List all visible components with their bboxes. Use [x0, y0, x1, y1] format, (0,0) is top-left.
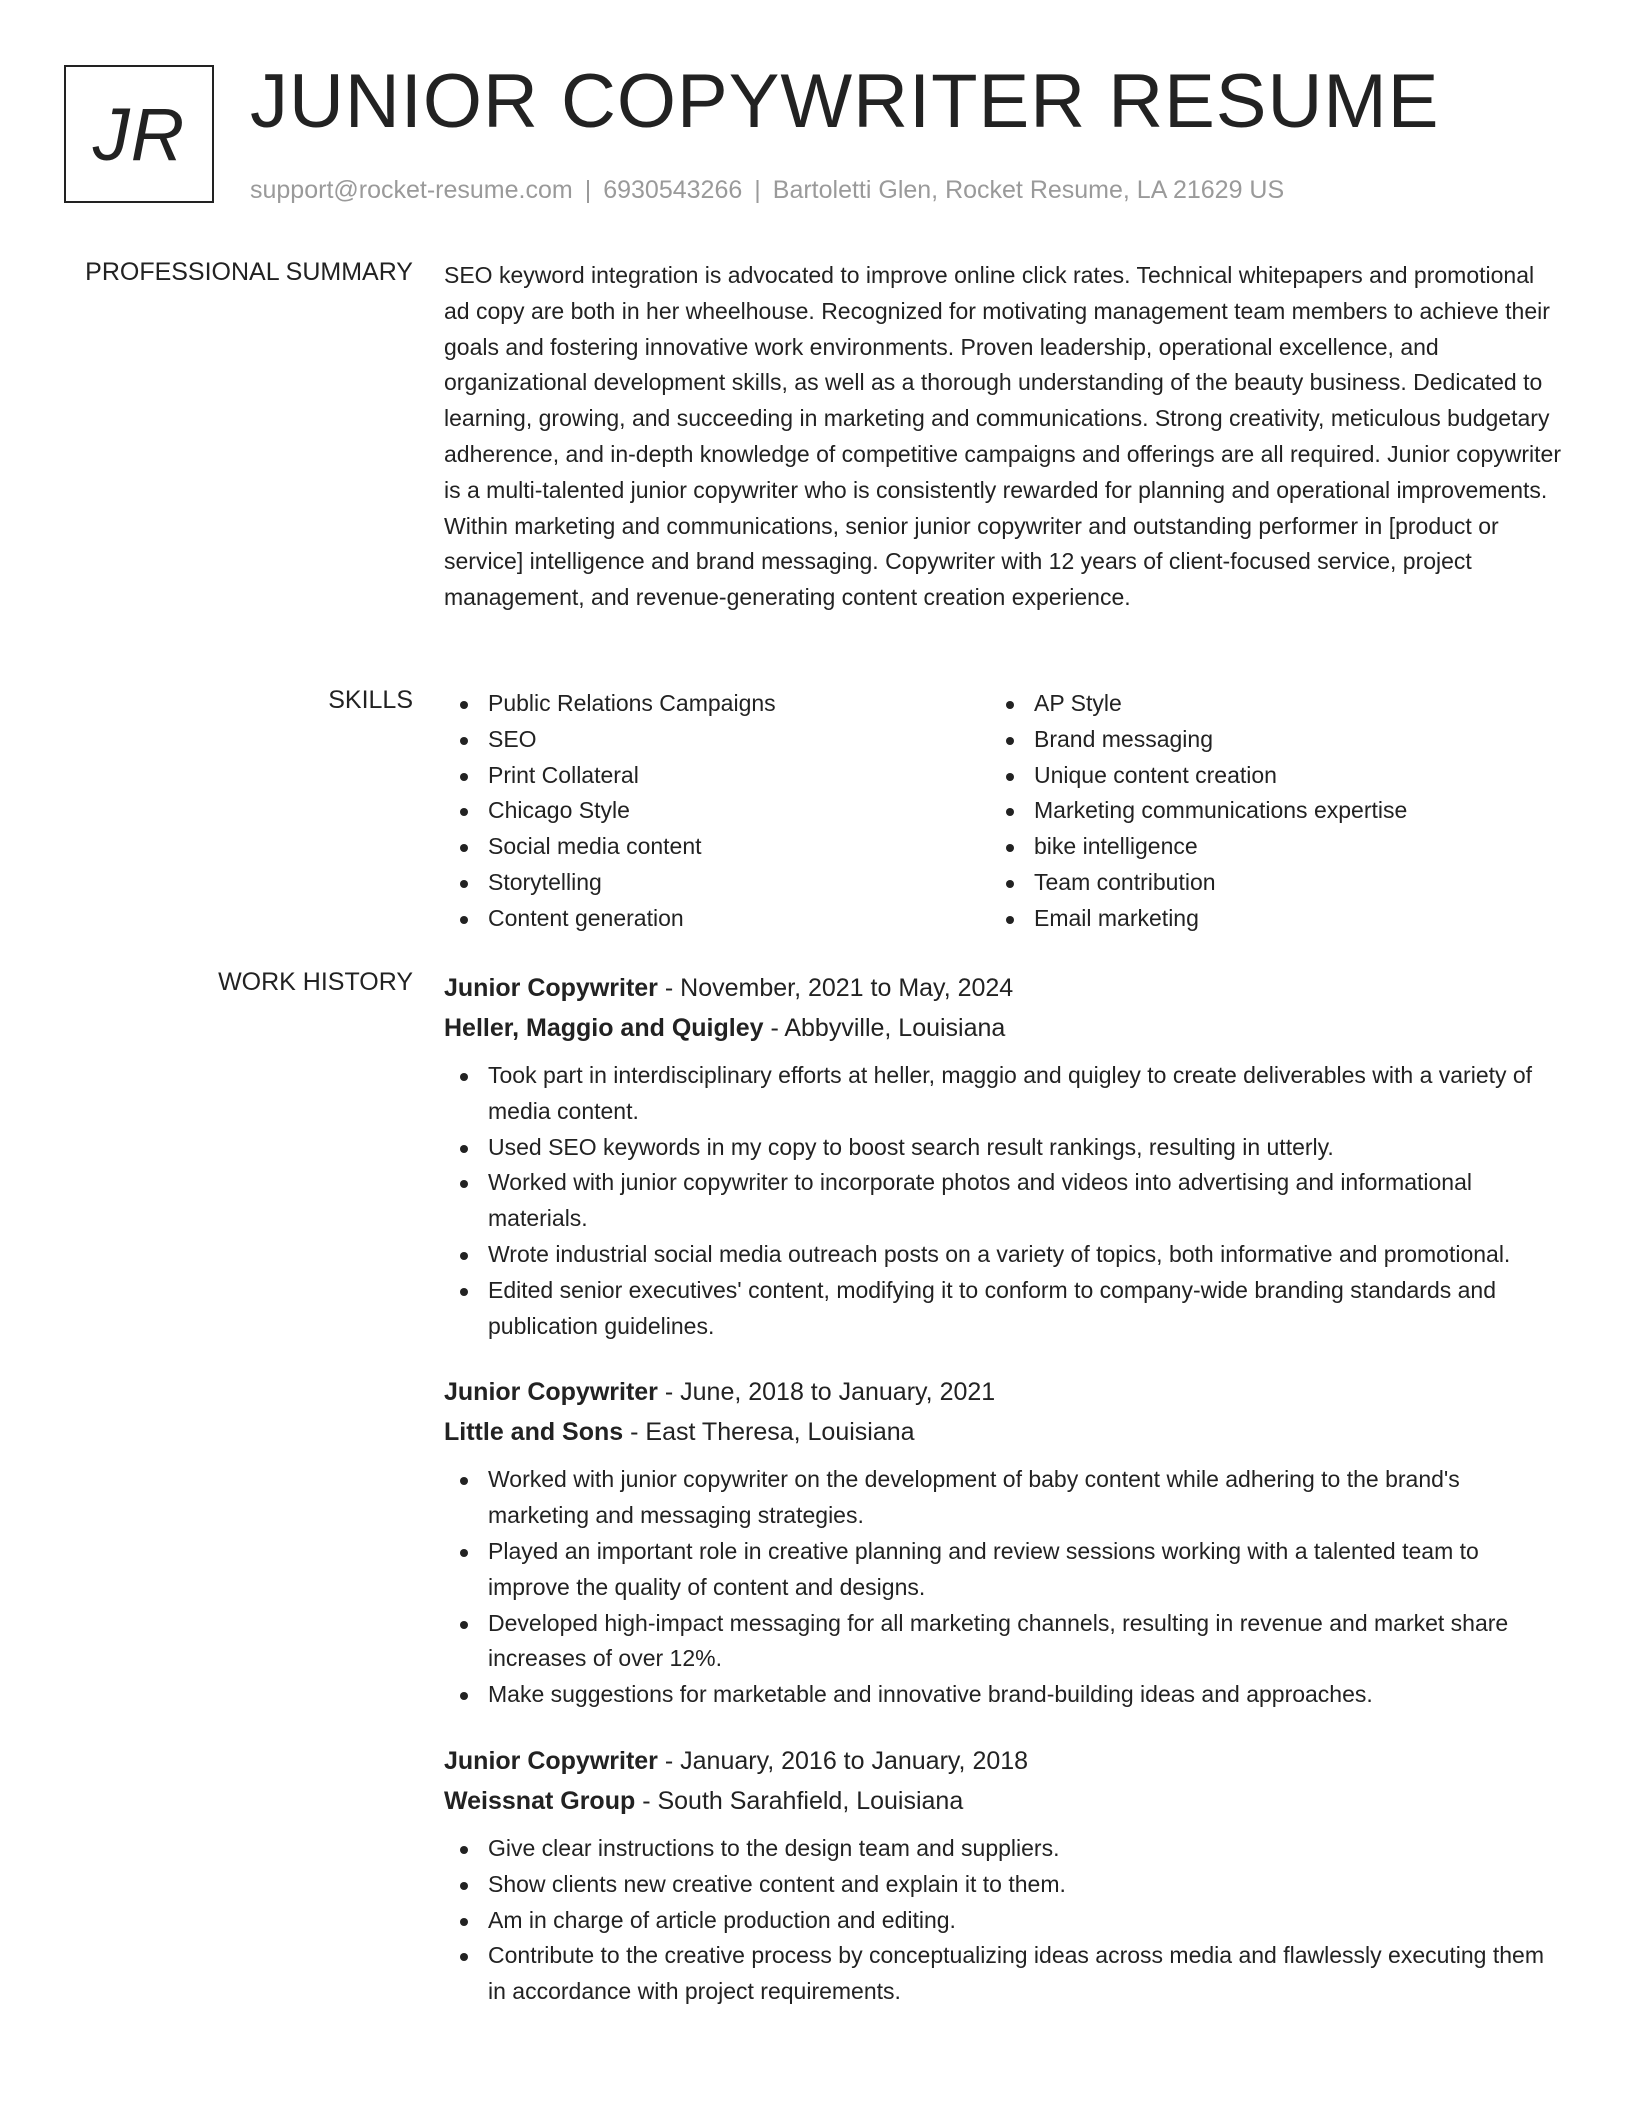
- job-duties: [444, 1462, 1562, 1713]
- job-company-line: [444, 1008, 1562, 1048]
- skill-item: Print Collateral: [488, 758, 990, 794]
- job-location: - South Sarahfield, Louisiana: [635, 1786, 964, 1815]
- skill-item: Chicago Style: [488, 793, 990, 829]
- skill-item: bike intelligence: [1034, 829, 1536, 865]
- job-company: Weissnat Group: [444, 1786, 636, 1815]
- contact-address: Bartoletti Glen, Rocket Resume, LA 21629 US: [772, 176, 1285, 204]
- job-company: Heller, Maggio and Quigley: [444, 1014, 764, 1042]
- resume-title: JUNIOR COPYWRITER RESUME: [250, 59, 1440, 144]
- skills-list-left: [444, 686, 990, 937]
- contact-separator: |: [584, 176, 592, 204]
- job-company-line: [444, 1781, 1562, 1821]
- job-dates: - November, 2021 to May, 2024: [657, 974, 1014, 1002]
- skill-item: Brand messaging: [1034, 722, 1536, 758]
- job-entry: [444, 1741, 1562, 2010]
- skill-item: Unique content creation: [1034, 758, 1536, 794]
- job-location: - East Theresa, Louisiana: [623, 1418, 915, 1447]
- duty-item: Am in charge of article production and editing.: [444, 1903, 1562, 1939]
- skill-item: Email marketing: [1034, 901, 1536, 937]
- contact-separator: |: [754, 176, 761, 204]
- duty-item: Developed high-impact messaging for all marketing channels, resulting in revenue and market share increases of over 12%.: [444, 1606, 1562, 1678]
- monogram-initials: JR: [92, 92, 186, 176]
- job-duties: [444, 1058, 1562, 1344]
- job-entry: [444, 1372, 1562, 1713]
- skill-item: Team contribution: [1034, 865, 1536, 901]
- job-duties: [444, 1831, 1562, 2010]
- skill-item: SEO: [488, 722, 990, 758]
- skill-item: Social media content: [488, 829, 990, 865]
- contact-line: [250, 176, 1284, 205]
- skill-item: Content generation: [488, 901, 990, 937]
- skill-item: AP Style: [1034, 686, 1536, 722]
- duty-item: Show clients new creative content and explain it to them.: [444, 1867, 1562, 1903]
- summary-heading: PROFESSIONAL SUMMARY: [85, 258, 413, 286]
- skill-item: Public Relations Campaigns: [488, 686, 990, 722]
- job-title-line: [444, 1741, 1562, 1781]
- job-dates: - January, 2016 to January, 2018: [657, 1746, 1029, 1775]
- work-history-heading: WORK HISTORY: [218, 968, 413, 996]
- duty-item: Worked with junior copywriter to incorporate photos and videos into advertising and informational materials.: [444, 1165, 1562, 1237]
- duty-item: Make suggestions for marketable and innovative brand-building ideas and approaches.: [444, 1677, 1562, 1713]
- duty-item: Took part in interdisciplinary efforts at heller, maggio and quigley to create deliverables with a variety of media content.: [444, 1058, 1562, 1130]
- job-title-line: [444, 1372, 1562, 1412]
- job-role: Junior Copywriter: [444, 1378, 658, 1407]
- skills-list-right: [990, 686, 1536, 937]
- contact-phone: 6930543266: [603, 176, 743, 204]
- job-location: - Abbyville, Louisiana: [763, 1014, 1006, 1042]
- job-role: Junior Copywriter: [444, 974, 658, 1002]
- job-entry: [444, 968, 1562, 1344]
- skills-heading: SKILLS: [328, 686, 413, 714]
- skill-item: Storytelling: [488, 865, 990, 901]
- duty-item: Worked with junior copywriter on the development of baby content while adhering to the brand's marketing and messaging strategies.: [444, 1462, 1562, 1534]
- skill-item: Marketing communications expertise: [1034, 793, 1536, 829]
- summary-text: SEO keyword integration is advocated to improve online click rates. Technical whitepapers and promotional ad copy are both in her wheelhouse. Recognized for motivating management team members to achieve their goals and fostering innovative work environments. Proven leadership, operational excellence, and organizational development skills, as well as a thorough understanding of the beauty business. Dedicated to learning, growing, and succeeding in marketing and communications. Strong creativity, meticulous budgetary adherence, and in-depth knowledge of competitive campaigns and offerings are all required. Junior copywriter is a multi-talented junior copywriter who is consistently rewarded for planning and operational improvements. Within marketing and communications, senior junior copywriter and outstanding performer in [product or service] intelligence and brand messaging. Copywriter with 12 years of client-focused service, project management, and revenue-generating content creation experience.: [444, 262, 1562, 611]
- duty-item: Give clear instructions to the design team and suppliers.: [444, 1831, 1562, 1867]
- duty-item: Edited senior executives' content, modifying it to conform to company-wide branding standards and publication guidelines.: [444, 1273, 1562, 1345]
- contact-email: support@rocket-resume.com: [250, 176, 573, 204]
- job-company-line: [444, 1412, 1562, 1452]
- job-role: Junior Copywriter: [444, 1746, 658, 1775]
- duty-item: Contribute to the creative process by conceptualizing ideas across media and flawlessly executing them in accordance with project requirements.: [444, 1938, 1562, 2010]
- monogram-badge: [64, 65, 214, 203]
- duty-item: Used SEO keywords in my copy to boost search result rankings, resulting in utterly.: [444, 1130, 1562, 1166]
- job-dates: - June, 2018 to January, 2021: [657, 1378, 996, 1407]
- duty-item: Wrote industrial social media outreach posts on a variety of topics, both informative and promotional.: [444, 1237, 1562, 1273]
- duty-item: Played an important role in creative planning and review sessions working with a talented team to improve the quality of content and designs.: [444, 1534, 1562, 1606]
- job-title-line: [444, 968, 1562, 1008]
- job-company: Little and Sons: [444, 1418, 624, 1447]
